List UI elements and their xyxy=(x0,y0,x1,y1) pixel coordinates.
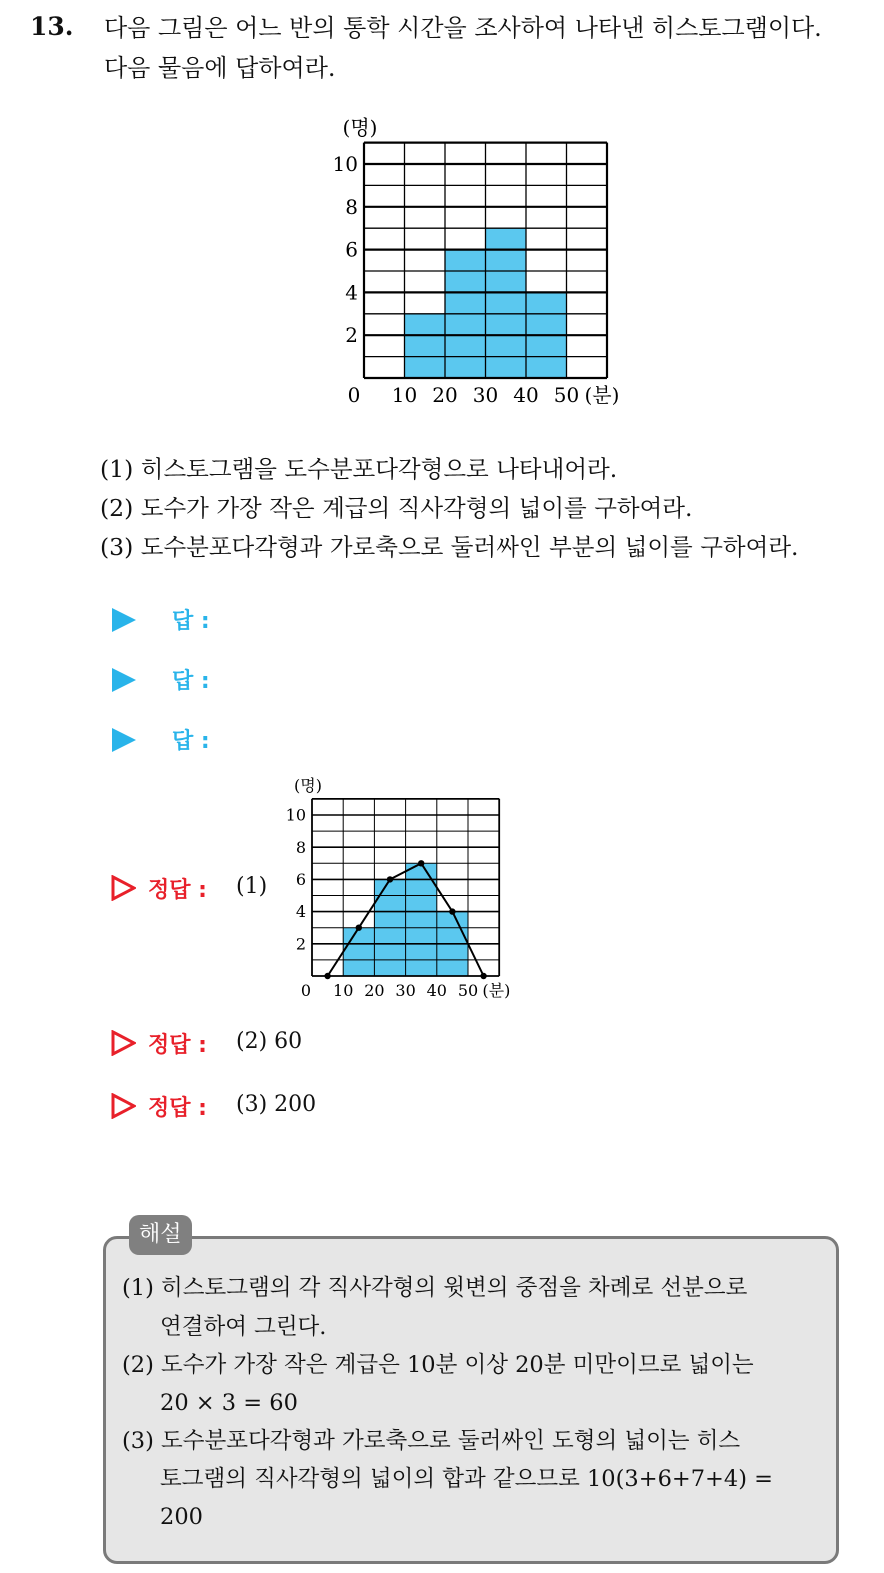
correct-triangle-icon xyxy=(110,1093,136,1119)
y-tick-label: 8 xyxy=(295,837,306,857)
y-tick-label: 10 xyxy=(285,805,306,825)
x-unit-label: (분) xyxy=(482,981,511,1000)
explanation-line: (1) 히스토그램의 각 직사각형의 윗변의 중점을 차례로 선분으로 xyxy=(122,1275,748,1301)
correct-label-1: 정답 : xyxy=(148,878,207,903)
x-tick-label: 10 xyxy=(333,981,354,1000)
answer-arrow-icon xyxy=(112,728,136,752)
x-tick-label: 20 xyxy=(432,383,458,407)
x-unit-label: (분) xyxy=(584,383,620,407)
answer-label-3: 답 : xyxy=(172,729,210,754)
y-tick-label: 4 xyxy=(295,902,306,922)
y-unit-label: (명) xyxy=(342,115,378,140)
x-tick-label: 30 xyxy=(395,981,416,1000)
correct-triangle-icon xyxy=(110,1030,136,1056)
frequency-polygon-point xyxy=(480,973,486,979)
x-tick-label: 40 xyxy=(513,383,539,407)
subquestion-1: (1) 히스토그램을 도수분포다각형으로 나타내어라. xyxy=(100,455,618,483)
y-tick-label: 8 xyxy=(345,194,358,219)
answer-label-2: 답 : xyxy=(172,669,210,694)
correct-label-2: 정답 : xyxy=(148,1033,207,1058)
question-text-line2: 다음 물음에 답하여라. xyxy=(104,54,336,82)
explanation-line: 200 xyxy=(160,1504,203,1530)
explanation-line: 토그램의 직사각형의 넓이의 합과 같으므로 10(3+6+7+4) = xyxy=(160,1466,774,1492)
main-histogram xyxy=(320,112,650,417)
subquestion-2: (2) 도수가 가장 작은 계급의 직사각형의 넓이를 구하여라. xyxy=(100,494,693,522)
x-tick-label: 50 xyxy=(553,383,580,407)
explanation-line: (2) 도수가 가장 작은 계급은 10분 이상 20분 미만이므로 넓이는 xyxy=(122,1352,754,1378)
explanation-line: 20 × 3 = 60 xyxy=(160,1390,298,1416)
y-tick-label: 2 xyxy=(345,323,358,348)
y-tick-label: 10 xyxy=(332,152,358,176)
answer-arrow-icon xyxy=(112,608,136,632)
explanation-line: 연결하여 그린다. xyxy=(160,1314,327,1340)
histogram-bar xyxy=(405,314,446,378)
question-number: 13. xyxy=(30,12,74,41)
origin-label: 0 xyxy=(347,383,361,407)
correct-triangle-icon xyxy=(110,875,136,901)
y-tick-label: 6 xyxy=(295,870,306,889)
y-tick-label: 4 xyxy=(345,280,358,305)
histogram-bar xyxy=(343,928,374,976)
subquestion-3: (3) 도수분포다각형과 가로축으로 둘러싸인 부분의 넓이를 구하여라. xyxy=(100,533,799,561)
x-tick-label: 20 xyxy=(364,981,385,1000)
explanation-tag: 해설 xyxy=(129,1215,192,1255)
answer-histogram xyxy=(282,775,522,1007)
x-tick-label: 50 xyxy=(457,981,479,1000)
x-tick-label: 40 xyxy=(426,981,447,1000)
frequency-polygon-point xyxy=(387,876,393,882)
x-tick-label: 10 xyxy=(391,383,418,407)
frequency-polygon-point xyxy=(418,860,424,866)
frequency-polygon-point xyxy=(356,925,362,931)
y-tick-label: 6 xyxy=(345,237,358,262)
x-tick-label: 30 xyxy=(472,383,499,407)
correct-answer-2: (2) 60 xyxy=(236,1029,303,1054)
y-unit-label: (명) xyxy=(294,775,322,795)
answer-arrow-icon xyxy=(112,668,136,692)
question-text-line1: 다음 그림은 어느 반의 통학 시간을 조사하여 나타낸 히스토그램이다. xyxy=(104,14,822,42)
answer-label-1: 답 : xyxy=(172,609,210,634)
frequency-polygon-point xyxy=(449,908,455,914)
y-tick-label: 2 xyxy=(295,934,306,954)
correct-label-3: 정답 : xyxy=(148,1096,207,1121)
correct-answer-3: (3) 200 xyxy=(236,1092,317,1117)
frequency-polygon-point xyxy=(324,973,330,979)
correct-answer-1: (1) xyxy=(236,874,268,899)
origin-label: 0 xyxy=(300,981,312,1000)
explanation-line: (3) 도수분포다각형과 가로축으로 둘러싸인 도형의 넓이는 히스 xyxy=(122,1428,741,1454)
